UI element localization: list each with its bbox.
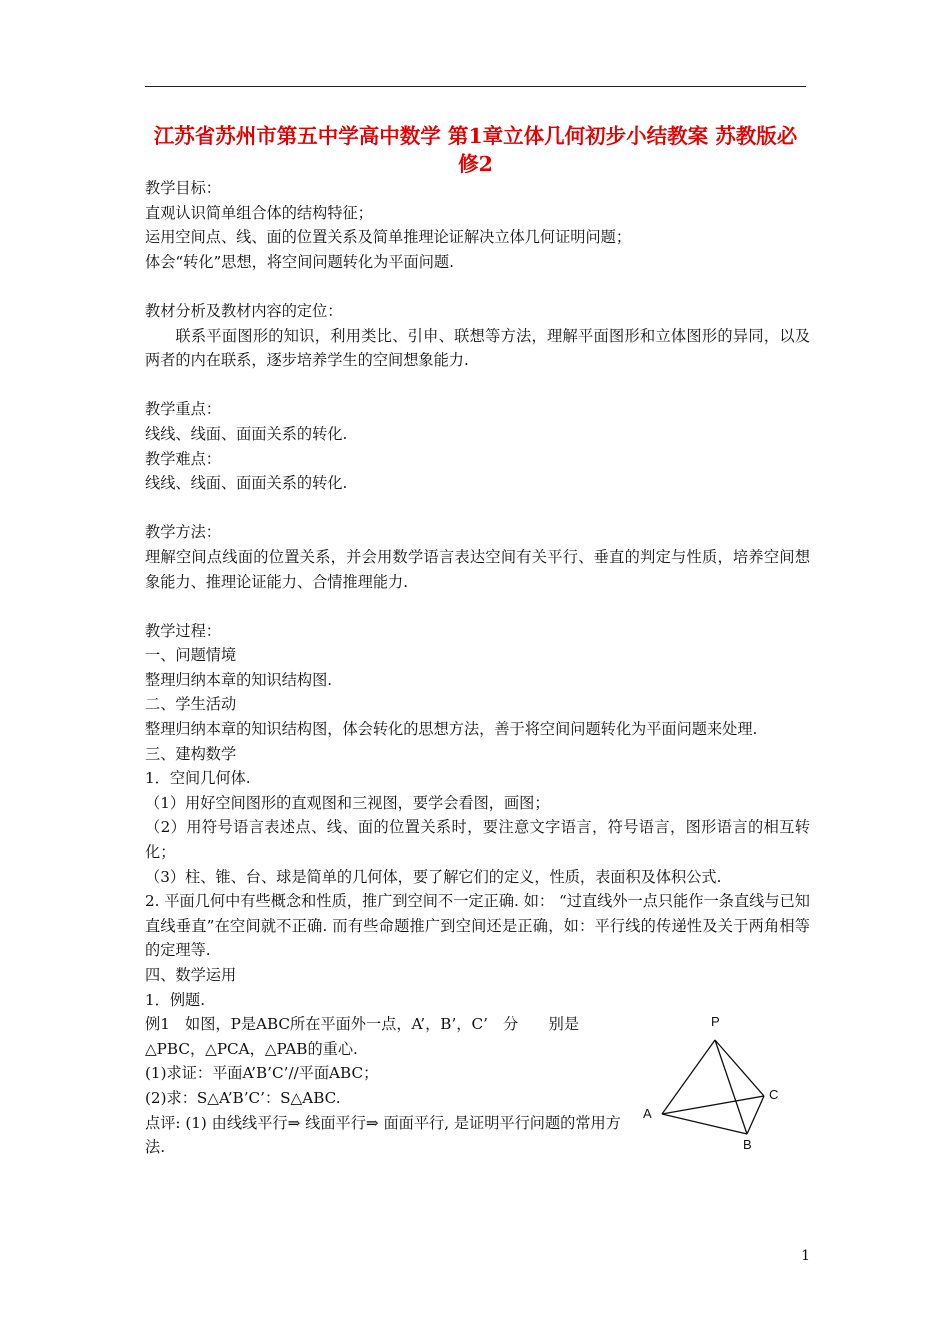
label-p: P [711,1014,720,1029]
list-subitem: （3）柱、锥、台、球是简单的几何体，要了解它们的定义，性质，表面积及体积公式. [145,867,722,886]
example-intro: 例1 如图，P是ABC所在平面外一点，A’，B’，C’ 分 别是△PBC，△PCA，△PAB的重心. [145,1015,580,1058]
edge-pc [715,1040,764,1096]
difficulties-heading: 教学难点： [145,449,221,468]
process-heading: 教学过程： [145,621,221,640]
analysis-text: 联系平面图形的知识，利用类比、引申、联想等方法，理解平面图形和立体图形的异同，以及两者的内在联系，逐步培养学生的空间想象能力. [145,326,810,370]
example-question: (1)求证：平面A’B’C’//平面ABC； [145,1064,379,1083]
section-text: 整理归纳本章的知识结构图. [145,670,333,689]
methods-text: 理解空间点线面的位置关系，并会用数学语言表达空间有关平行、垂直的判定与性质，培养空间想象能力、推理论证能力、合情推理能力. [145,547,810,591]
section-heading: 二、学生活动 [145,695,237,714]
section-heading: 四、数学运用 [145,966,237,984]
methods-heading: 教学方法： [145,523,221,542]
example-question: (2)求：S△A’B’C’：S△ABC. [145,1088,341,1107]
edge-ab [662,1114,747,1134]
list-item: 2. 平面几何中有些概念和性质，推广到空间不一定正确. 如： “过直线外一点只能作一条直线与已知直线垂直”在空间就不正确. 而有些命题推广到空间还是正确，如：平行线的传递性及关于两角相等的定理等. [145,892,810,960]
label-a: A [643,1106,652,1121]
list-item: 1．例题. [145,990,206,1009]
section-heading: 三、建构数学 [145,744,237,763]
edge-pa [662,1040,715,1114]
tetrahedron-figure [640,1012,790,1157]
objective-item: 体会“转化”思想，将空间问题转化为平面问题. [145,252,454,271]
label-c: C [769,1087,779,1102]
objectives-heading: 教学目标： [145,179,221,197]
key-points-text: 线线、线面、面面关系的转化. [145,424,348,443]
section-text: 整理归纳本章的知识结构图，体会转化的思想方法，善于将空间问题转化为平面问题来处理. [145,720,758,739]
document-title: 江苏省苏州市第五中学高中数学 第1章立体几何初步小结教案 苏教版必修2 [153,124,798,176]
list-subitem: （1）用好空间图形的直观图和三视图，要学会看图，画图； [145,793,550,812]
difficulties-text: 线线、线面、面面关系的转化. [145,474,348,493]
section-heading: 一、问题情境 [145,646,237,665]
objective-item: 直观认识简单组合体的结构特征； [145,203,373,222]
list-subitem: （2）用符号语言表述点、线、面的位置关系时，要注意文字语言，符号语言，图形语言的相互转化； [145,818,810,862]
objective-item: 运用空间点、线、面的位置关系及简单推理论证解决立体几何证明问题； [145,228,631,247]
header-rule [145,86,806,87]
example-comment: 点评: (1) 由线线平行⇒ 线面平行⇒ 面面平行, 是证明平行问题的常用方法. [145,1113,621,1157]
example-block [145,1012,635,1160]
analysis-heading: 教材分析及教材内容的定位： [145,301,343,320]
edge-ac [662,1096,764,1114]
label-b: B [743,1137,752,1152]
list-item: 1．空间几何体. [145,769,251,788]
edge-bc [747,1096,764,1134]
edge-pb [715,1040,747,1134]
key-points-heading: 教学重点： [145,400,221,419]
page-number: 1 [801,1248,810,1264]
